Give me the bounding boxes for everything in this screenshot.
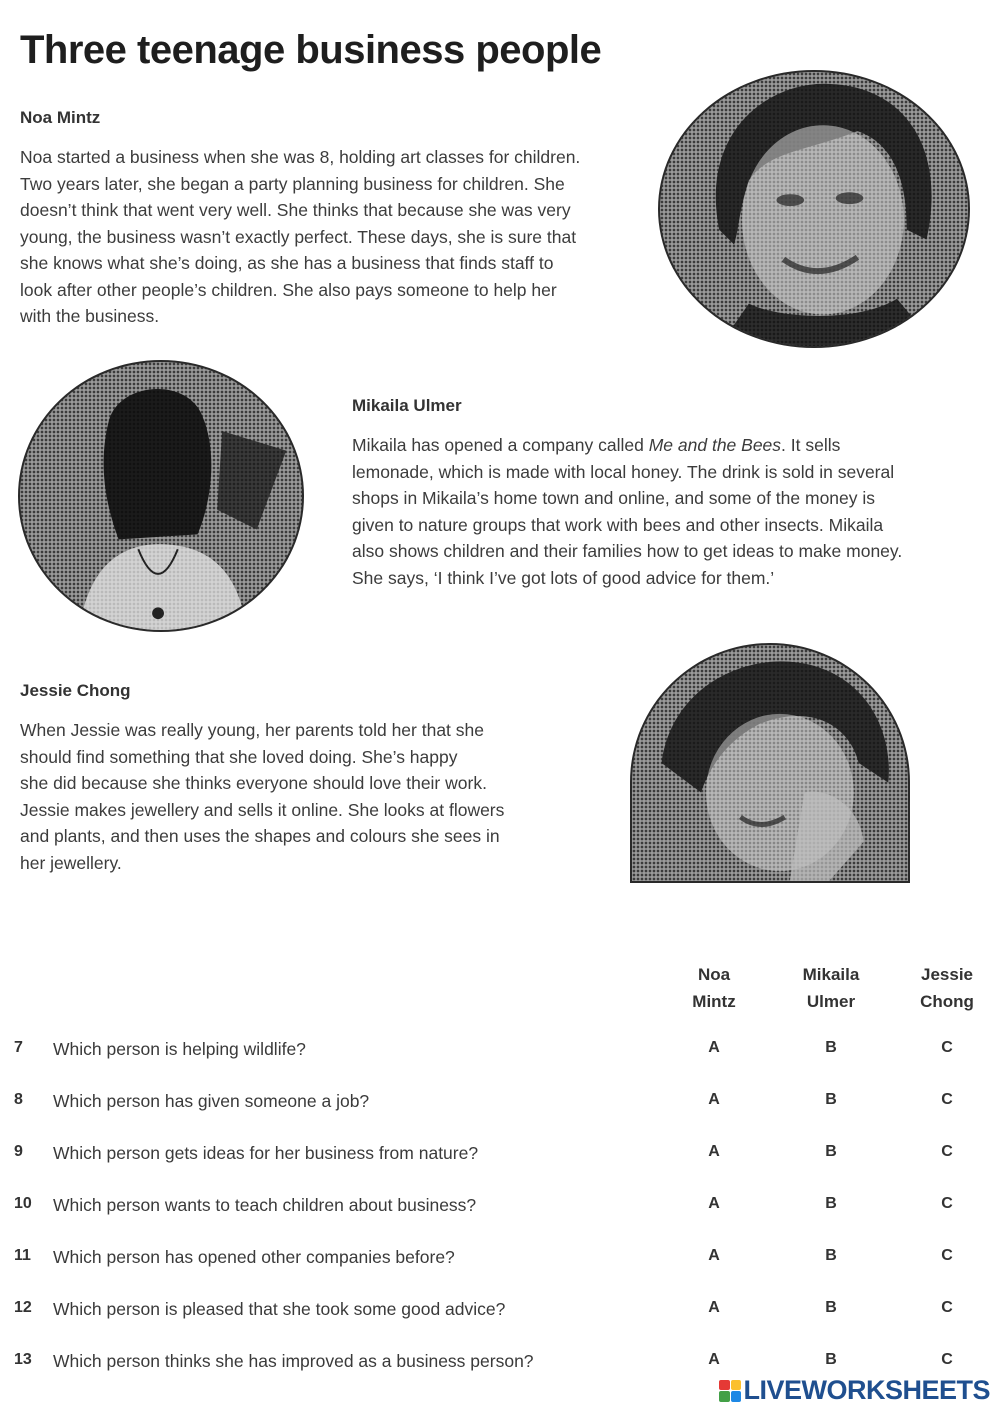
jessie-chong-heading: Jessie Chong (20, 681, 131, 700)
question-row (0, 1247, 1000, 1277)
option-a[interactable]: A (708, 1195, 720, 1212)
option-c[interactable]: C (941, 1247, 953, 1264)
column-header-noa-mintz: Noa Mintz (692, 965, 736, 1011)
question-text: Which person has opened other companies before? (53, 1247, 455, 1267)
noa-mintz-photo (658, 70, 970, 348)
option-b[interactable]: B (825, 1299, 837, 1316)
mikaila-ulmer-heading: Mikaila Ulmer (352, 396, 462, 415)
question-number: 13 (14, 1351, 32, 1368)
option-a[interactable]: A (708, 1247, 720, 1264)
jessie-chong-text: When Jessie was really young, her parents told her that she should find something that she loved doing. She’s happy she did because she thinks everyone should love their work. Jessie makes jewellery and sells it online. She looks at flowers and plants, and then uses the shapes and colours she sees in her jewellery. (20, 720, 505, 873)
question-row (0, 1091, 1000, 1121)
logo-text: LIVEWORKSHEETS (743, 1375, 990, 1405)
option-a[interactable]: A (708, 1039, 720, 1056)
option-b[interactable]: B (825, 1195, 837, 1212)
option-c[interactable]: C (941, 1091, 953, 1108)
question-row (0, 1143, 1000, 1173)
question-number: 8 (14, 1091, 23, 1108)
question-number: 9 (14, 1143, 23, 1160)
option-b[interactable]: B (825, 1091, 837, 1108)
question-text: Which person has given someone a job? (53, 1091, 370, 1111)
question-text: Which person is pleased that she took some good advice? (53, 1299, 506, 1319)
mikaila-ulmer-text: Mikaila has opened a company called Me and the Bees. It sells lemonade, which is made with local honey. The drink is sold in several shops in Mikaila’s home town and online, and some of the money is given to nature groups that work with bees and other insects. Mikaila also shows children and their families how to get ideas to make money. She says, ‘I think I’ve got lots of good advice for them.’ (352, 435, 903, 588)
question-row (0, 1299, 1000, 1329)
option-c[interactable]: C (941, 1039, 953, 1056)
page-title: Three teenage business people (20, 28, 602, 72)
question-number: 10 (14, 1195, 32, 1212)
option-c[interactable]: C (941, 1143, 953, 1160)
question-text: Which person is helping wildlife? (53, 1039, 306, 1059)
jessie-chong-photo (630, 643, 910, 883)
option-b[interactable]: B (825, 1143, 837, 1160)
option-c[interactable]: C (941, 1195, 953, 1212)
noa-mintz-heading: Noa Mintz (20, 108, 101, 127)
option-a[interactable]: A (708, 1091, 720, 1108)
option-b[interactable]: B (825, 1247, 837, 1264)
question-number: 11 (14, 1247, 31, 1264)
option-b[interactable]: B (825, 1351, 837, 1368)
liveworksheets-logo[interactable] (719, 1375, 990, 1406)
mikaila-ulmer-photo (18, 360, 304, 632)
question-number: 7 (14, 1039, 23, 1056)
option-b[interactable]: B (825, 1039, 837, 1056)
noa-mintz-text: Noa started a business when she was 8, holding art classes for children. Two years later, she began a party planning business for children. She doesn’t think that went very well. She thinks that because she was very young, the business wasn’t exactly perfect. These days, she is sure that she knows what she’s doing, as she has a business that finds staff to look after other people’s children. She also pays someone to help her with the business. (20, 147, 581, 326)
company-name: Me and the Bees (648, 435, 782, 455)
column-header-mikaila-ulmer: Mikaila Ulmer (802, 965, 860, 1011)
option-a[interactable]: A (708, 1351, 720, 1368)
question-row (0, 1195, 1000, 1225)
question-text: Which person gets ideas for her business from nature? (53, 1143, 479, 1163)
column-header-jessie-chong: Jessie Chong (920, 965, 974, 1011)
logo-icon (719, 1380, 741, 1402)
question-text: Which person thinks she has improved as a business person? (53, 1351, 534, 1371)
question-row (0, 1039, 1000, 1069)
option-a[interactable]: A (708, 1299, 720, 1316)
option-c[interactable]: C (941, 1299, 953, 1316)
option-a[interactable]: A (708, 1143, 720, 1160)
question-number: 12 (14, 1299, 32, 1316)
question-text: Which person wants to teach children about business? (53, 1195, 477, 1215)
option-c[interactable]: C (941, 1351, 953, 1368)
